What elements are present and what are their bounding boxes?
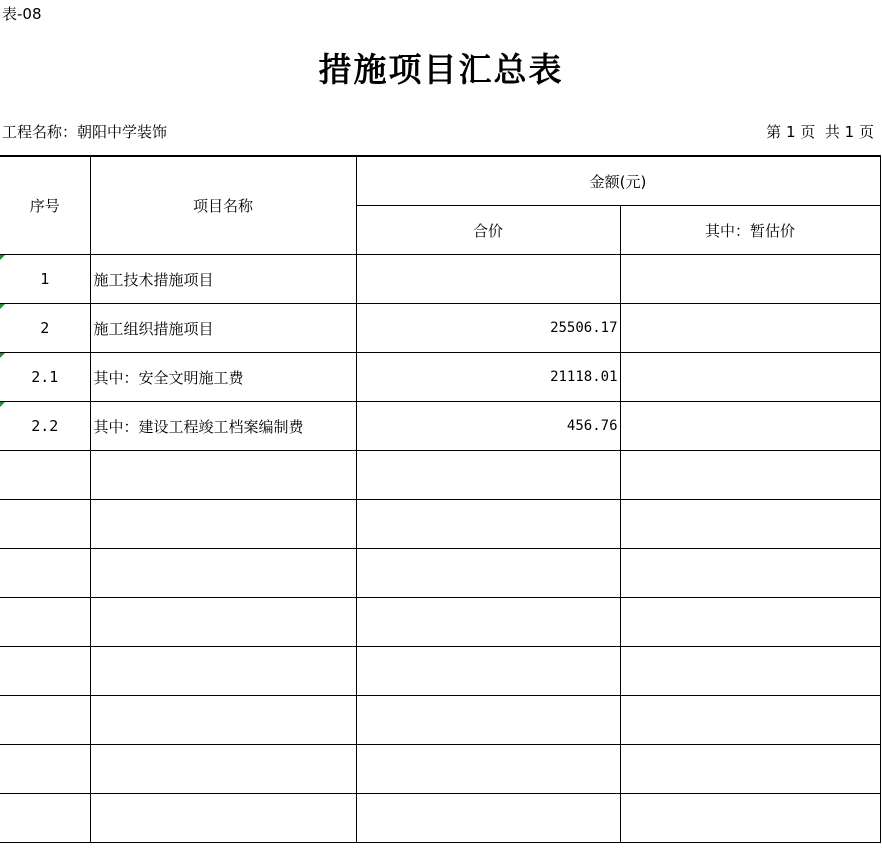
cell-total-price[interactable]: [356, 598, 620, 647]
cell-total-price[interactable]: [356, 549, 620, 598]
cell-item-name[interactable]: [90, 647, 356, 696]
cell-item-name[interactable]: 其中：建设工程竣工档案编制费: [90, 402, 356, 451]
header-seq[interactable]: 序号: [0, 156, 90, 255]
cell-total-price[interactable]: [356, 745, 620, 794]
cell-total-price[interactable]: [356, 451, 620, 500]
cell-seq[interactable]: [0, 696, 90, 745]
table-row: [0, 402, 880, 451]
cell-seq[interactable]: [0, 745, 90, 794]
table-row: [0, 647, 880, 696]
table-row: [0, 549, 880, 598]
table-row: [0, 696, 880, 745]
header-total-price[interactable]: 合价: [356, 206, 620, 255]
cell-seq-text: 2.2: [31, 417, 59, 435]
cell-provisional-price[interactable]: [620, 353, 880, 402]
cell-seq[interactable]: [0, 549, 90, 598]
project-name-line: [2, 122, 167, 142]
cell-total-price[interactable]: [356, 794, 620, 843]
comment-marker-icon: [0, 402, 5, 407]
page-indicator: [766, 122, 874, 142]
cell-total-price[interactable]: 25506.17: [356, 304, 620, 353]
cell-provisional-price[interactable]: [620, 647, 880, 696]
cell-provisional-price[interactable]: [620, 402, 880, 451]
table-row: [0, 745, 880, 794]
project-name: 朝阳中学装饰: [77, 123, 168, 141]
cell-seq-text: 2: [40, 319, 50, 337]
page-total-number: 1: [844, 123, 855, 141]
header-item-name[interactable]: 项目名称: [90, 156, 356, 255]
table-row: [0, 500, 880, 549]
measures-summary-table: [0, 155, 881, 843]
header-amount-group[interactable]: 金额(元): [356, 156, 880, 206]
cell-item-name[interactable]: [90, 794, 356, 843]
cell-seq[interactable]: [0, 451, 90, 500]
page-current-prefix: 第: [766, 123, 782, 141]
cell-total-price[interactable]: [356, 647, 620, 696]
table-row: [0, 304, 880, 353]
cell-seq[interactable]: [0, 353, 90, 402]
comment-marker-icon: [0, 255, 5, 260]
cell-seq[interactable]: [0, 255, 90, 304]
cell-seq[interactable]: [0, 500, 90, 549]
page-total-suffix: 页: [858, 123, 874, 141]
cell-total-price[interactable]: 21118.01: [356, 353, 620, 402]
cell-total-price[interactable]: [356, 696, 620, 745]
page-total-prefix: 共: [824, 123, 840, 141]
table-row: [0, 353, 880, 402]
document-title: 措施项目汇总表: [318, 50, 564, 89]
comment-marker-icon: [0, 353, 5, 358]
cell-item-name[interactable]: 施工组织措施项目: [90, 304, 356, 353]
table-row: [0, 794, 880, 843]
comment-marker-icon: [0, 304, 5, 309]
cell-item-name[interactable]: [90, 500, 356, 549]
cell-total-price[interactable]: [356, 255, 620, 304]
cell-provisional-price[interactable]: [620, 255, 880, 304]
header-provisional-price[interactable]: 其中：暂估价: [620, 206, 880, 255]
header-row-top: [0, 156, 880, 206]
cell-provisional-price[interactable]: [620, 304, 880, 353]
cell-seq[interactable]: [0, 794, 90, 843]
table-row: [0, 598, 880, 647]
table-row: [0, 255, 880, 304]
project-label: 工程名称：: [2, 123, 78, 141]
cell-item-name[interactable]: [90, 451, 356, 500]
cell-seq[interactable]: [0, 598, 90, 647]
cell-item-name[interactable]: [90, 549, 356, 598]
page-current-number: 1: [785, 123, 796, 141]
cell-provisional-price[interactable]: [620, 696, 880, 745]
cell-total-price[interactable]: [356, 500, 620, 549]
cell-provisional-price[interactable]: [620, 549, 880, 598]
cell-item-name[interactable]: [90, 745, 356, 794]
cell-item-name[interactable]: [90, 696, 356, 745]
cell-item-name[interactable]: 其中：安全文明施工费: [90, 353, 356, 402]
cell-item-name[interactable]: [90, 598, 356, 647]
cell-provisional-price[interactable]: [620, 500, 880, 549]
cell-seq[interactable]: [0, 647, 90, 696]
table-row: [0, 451, 880, 500]
cell-seq[interactable]: [0, 304, 90, 353]
cell-provisional-price[interactable]: [620, 794, 880, 843]
cell-item-name[interactable]: 施工技术措施项目: [90, 255, 356, 304]
page-current-suffix: 页: [800, 123, 816, 141]
cell-total-price[interactable]: 456.76: [356, 402, 620, 451]
cell-provisional-price[interactable]: [620, 745, 880, 794]
form-code: 表-08: [2, 5, 42, 23]
cell-seq-text: 2.1: [31, 368, 59, 386]
cell-seq[interactable]: [0, 402, 90, 451]
cell-provisional-price[interactable]: [620, 451, 880, 500]
cell-seq-text: 1: [40, 270, 50, 288]
cell-provisional-price[interactable]: [620, 598, 880, 647]
